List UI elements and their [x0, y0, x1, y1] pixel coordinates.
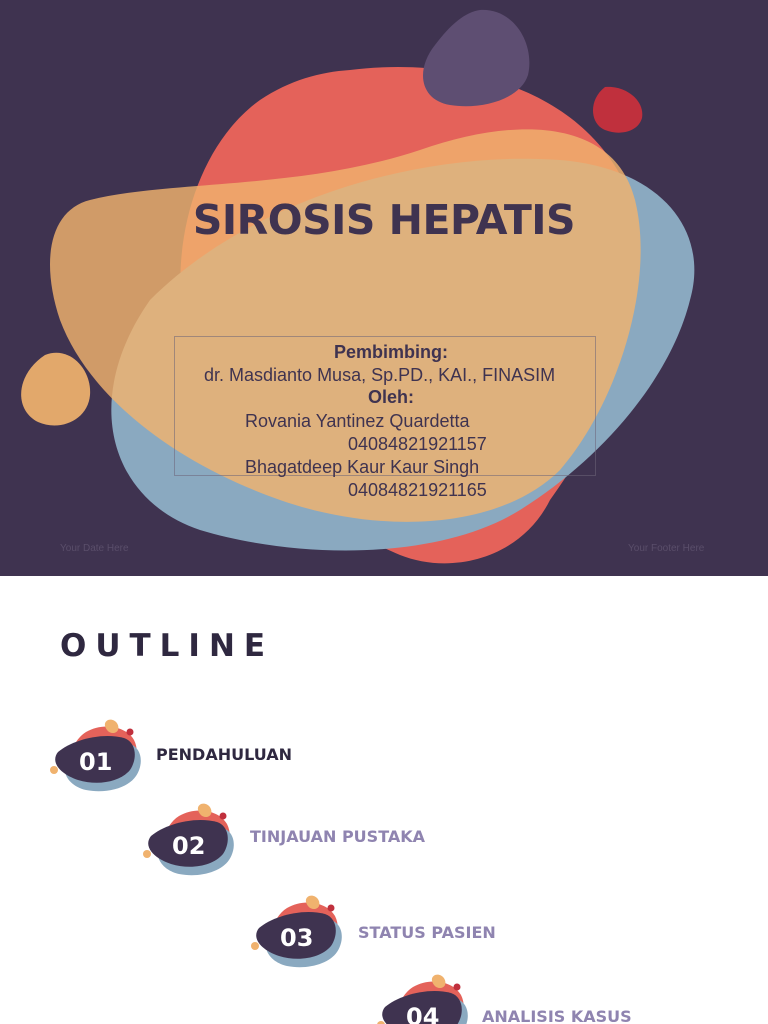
item-number: 04 [406, 1003, 440, 1024]
item-number: 03 [280, 924, 314, 952]
purple-blob [423, 10, 529, 106]
item-label-status-pasien[interactable]: STATUS PASIEN [358, 923, 496, 942]
crimson-blob [593, 87, 642, 133]
supervisor-name: dr. Masdianto Musa, Sp.PD., KAI., FINASIM [204, 365, 556, 385]
outline-heading: OUTLINE [60, 628, 275, 664]
author2-id: 04084821921165 [348, 480, 487, 500]
footer-date: Your Date Here [60, 543, 129, 554]
outline-item-badge [141, 802, 241, 882]
item-label-pendahuluan[interactable]: PENDAHULUAN [156, 745, 292, 764]
footer-text: Your Footer Here [628, 543, 705, 554]
item-label-tinjauan-pustaka[interactable]: TINJAUAN PUSTAKA [250, 827, 426, 846]
item-number: 01 [79, 748, 113, 776]
slide-title: SIROSIS HEPATIS [192, 196, 576, 244]
outline-slide [0, 576, 768, 1024]
item-number: 02 [172, 832, 206, 860]
outline-item-badge [48, 718, 148, 798]
author2-name: Bhagatdeep Kaur Kaur Singh [245, 457, 480, 477]
supervisor-heading: Pembimbing: [333, 342, 448, 362]
by-heading: Oleh: [367, 387, 414, 407]
outline-item-badge [375, 973, 475, 1024]
author1-name: Rovania Yantinez Quardetta [245, 411, 470, 431]
author1-id: 04084821921157 [348, 434, 487, 454]
outline-item-badge [249, 894, 349, 974]
item-label-analisis-kasus[interactable]: ANALISIS KASUS [482, 1007, 632, 1024]
